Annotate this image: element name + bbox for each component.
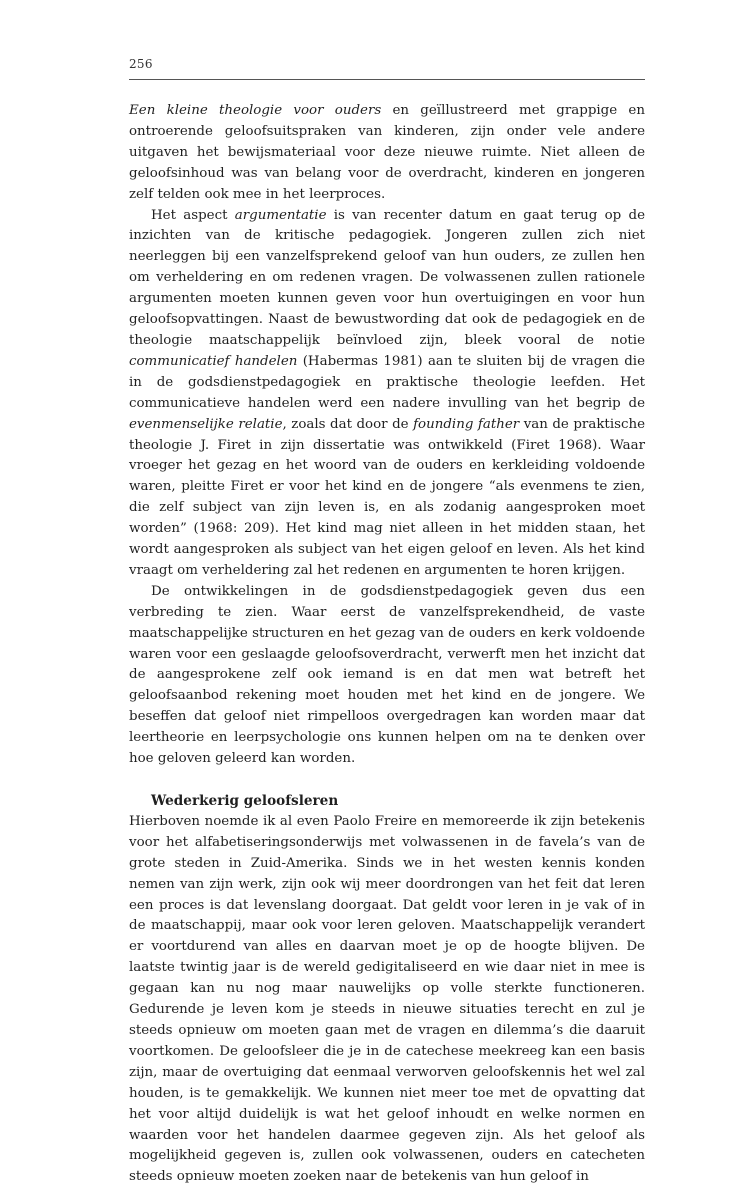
- header-rule: [129, 79, 645, 80]
- text-run: van de praktische theologie J. Firet in zijn dissertatie was ontwikkeld (Firet 1968). Waar vroeger het gezag en het woord van de ouders en kerkleiding voldoende waren, pleitte Firet er voor het kind en de jongere “als evenmens te zien, die zelf subject van zijn leven is, en als zodanig aangesproken moet worden” (1968: 209). Het kind mag niet alleen in het midden staan, het wordt aangesproken als subject van het eigen geloof en leven. Als het kind vraagt om verheldering zal het redenen en argumenten te horen krijgen.: [129, 416, 646, 578]
- text-run: (Habermas 1981) aan te sluiten bij de vragen die in de godsdienstpedagogiek en praktische theologie leefden. Het communicatieve handelen werd een nadere invulling van het begrip de: [129, 353, 645, 411]
- emphasis: founding father: [413, 416, 520, 432]
- text-run: , zoals dat door de: [282, 416, 414, 432]
- emphasis: communicatief handelen: [129, 353, 298, 369]
- book-title: Een kleine theologie voor ouders: [129, 103, 382, 118]
- emphasis: argumentatie: [234, 207, 327, 223]
- body-text: [129, 101, 645, 1188]
- text-run: en geïllustreerd met grappige en ontroerende geloofsuitspraken van kinderen, zijn onder vele andere uitgaven het bewijsmateriaal voor deze nieuwe ruimte. Niet alleen de geloofsinhoud was van belang voor de overdracht, kinderen en jongeren zelf telden ook mee in het leerproces.: [129, 103, 645, 202]
- emphasis: evenmenselijke relatie: [129, 416, 283, 432]
- paragraph: [129, 812, 645, 1188]
- paragraph: [129, 582, 645, 770]
- text-run: is van recenter datum en gaat terug op de inzichten van de kritische pedagogiek. Jongeren zullen zich niet neerleggen bij een vanzelfsprekend geloof van hun ouders, ze zullen hen om verheldering en om redenen vragen. De volwassenen zullen rationele argumenten moeten kunnen geven voor hun overtuigingen en voor hun geloofsopvattingen. Naast de bewustwording dat ook de pedagogiek en de theologie maatschappelijk beïnvloed zijn, bleek vooral de notie: [129, 207, 645, 348]
- paragraph: [129, 101, 645, 206]
- paragraph: [129, 206, 645, 582]
- page-number: 256: [129, 57, 153, 71]
- text-run: Hierboven noemde ik al even Paolo Freire en memoreerde ik zijn betekenis voor het alfabetiseringsonderwijs met volwassenen in de favela’s van de grote steden in Zuid-Amerika. Sinds we in het westen kennis konden nemen van zijn werk, zijn ook wij meer doordrongen van het feit dat leren een proces is dat levenslang doorgaat. Dat geldt voor leren in je vak of in de maatschappij, maar ook voor leren geloven. Maatschappelijk verandert er voortdurend van alles en daarvan moet je op de hoogte blijven. De laatste twintig jaar is de wereld gedigitaliseerd en wie daar niet in mee is gegaan kan nu nog maar nauwelijks op volle sterkte functioneren. Gedurende je leven kom je steeds in nieuwe situaties terecht en zul je steeds opnieuw om moeten gaan met de vragen en dilemma’s die daaruit voortkomen. De geloofsleer die je in de catechese meekreeg kan een basis zijn, maar de overtuiging dat eenmaal verworven geloofskennis het wel zal houden, is te gemakkelijk. We kunnen niet meer toe met de opvatting dat het voor altijd duidelijk is wat het geloof inhoudt en welke normen en waarden voor het handelen daarmee gegeven zijn. Als het geloof als mogelijkheid gegeven is, zullen ook volwassenen, ouders en catecheten steeds opnieuw moeten zoeken naar de betekenis van hun geloof in: [129, 813, 645, 1185]
- section-heading: Wederkerig geloofsleren: [151, 793, 339, 809]
- text-run: Het aspect: [151, 207, 235, 223]
- text-run: De ontwikkelingen in de godsdienstpedagogiek geven dus een verbreding te zien. Waar eerst de vanzelfsprekendheid, de vaste maatschappelijke structuren en het gezag van de ouders en kerk voldoende waren voor een geslaagde geloofsoverdracht, verwerft men het inzicht dat de aangesprokene zelf ook iemand is en dat men wat betreft het geloofsaanbod rekening moet houden met het kind en de jongere. We beseffen dat geloof niet rimpelloos overgedragen kan worden maar dat leertheorie en leerpsychologie ons kunnen helpen om na te denken over hoe geloven geleerd kan worden.: [129, 583, 645, 767]
